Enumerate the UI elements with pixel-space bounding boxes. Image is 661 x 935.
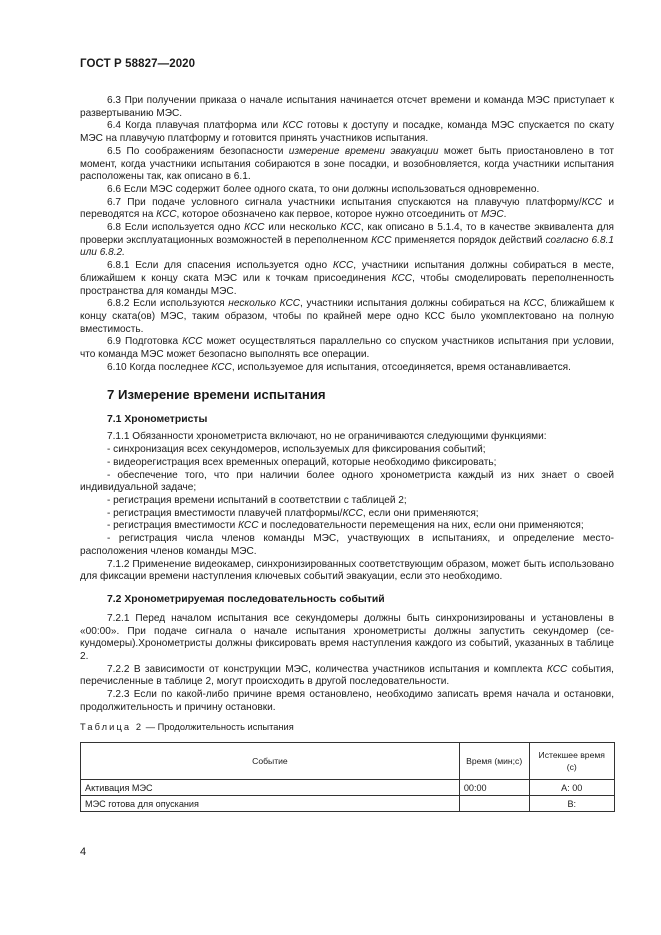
text-run: - видеорегистрация всех временных операций, которые необходимо фиксировать; — [107, 456, 497, 468]
italic-run: КСС — [332, 260, 354, 272]
page-number: 4 — [80, 846, 87, 858]
paragraph — [80, 298, 614, 336]
list-item — [80, 444, 614, 457]
text-run: 6.8.1 Если для спасения используется одно — [107, 260, 333, 272]
text-run: - регистрация времени испытаний в соответствии с таблицей 2; — [107, 494, 407, 506]
text-run: 6.6 Если МЭС содержит более одного ската, то они должны использоваться одновременно. — [107, 183, 540, 195]
table-row — [81, 780, 615, 796]
italic-run: КСС — [391, 272, 413, 284]
italic-run: КСС — [282, 120, 303, 132]
text-run: может осуществляться параллельно со спуском участников испытания при условии, что команда МЭС может безопасно выполнять все операции. — [80, 336, 615, 361]
italic-run: КСС — [581, 196, 603, 208]
italic-run: измерение времени эвакуации — [288, 145, 439, 157]
italic-run: МЭС — [131, 782, 153, 793]
subsection-7-2-title: 7.2 Хронометрируемая последовательность событий — [107, 593, 385, 605]
paragraph — [80, 120, 614, 145]
paragraph-7-2-3: 7.2.3 Если по какой-либо причине время остановлено, необходимо записать время начала и остановки, продолжительность и причину остановки. — [80, 689, 614, 713]
list-item — [80, 495, 614, 508]
text-run: . — [503, 209, 507, 221]
text-run: Активация — [85, 782, 132, 793]
page-content — [80, 95, 614, 812]
paragraph-7-2-1: 7.2.1 Перед началом испытания все секундомеры должны быть синхронизированы и установлены в «00:00». При подаче сигнала о начале испытания хронометристы должны запустить секундомер (секундомеры).Хронометристы должны фиксировать время наступления каждого из событий, указанных в таблице 2. — [80, 612, 614, 663]
table-body — [81, 780, 615, 812]
text-run: 6.10 Когда последнее — [107, 361, 212, 373]
paragraph — [80, 336, 614, 361]
text-run: и переводятся на — [80, 196, 614, 221]
list-item — [80, 520, 614, 533]
italic-run: согласно 6.8.1 или 6.8.2. — [80, 234, 614, 259]
text-run: , чтобы смоделировать переполненность пространства для команды МЭС. — [80, 272, 614, 297]
text-run: - регистрация вместимости — [107, 520, 239, 532]
text-run: 6.8 Если используется одно — [107, 222, 245, 234]
cell-elapsed: A: 00 — [529, 780, 615, 796]
header-event: Событие — [81, 743, 460, 780]
cell-elapsed: B: — [529, 796, 615, 812]
text-run: 7.2.2 В зависимости от конструкции МЭС, количества участников испытания и комплекта — [107, 663, 547, 675]
text-run: - регистрация вместимости плавучей платформы/ — [107, 507, 343, 519]
section-7-title: 7 Измерение времени испытания — [107, 387, 326, 403]
text-run: готова для опускания — [105, 798, 199, 809]
paragraph — [80, 197, 614, 222]
text-run: 6.9 Подготовка — [107, 336, 183, 348]
table-header-row — [81, 743, 615, 780]
table-row — [81, 796, 615, 812]
text-run: 6.4 Когда плавучая платформа или — [107, 120, 283, 132]
text-run: может быть приостановлено в тот момент, когда участники испытания собираются в зоне посадки, и возобновляется, когда участники испытания расположены так, как описано в 6.1. — [80, 145, 615, 183]
list-item — [80, 457, 614, 470]
list-item — [80, 508, 614, 521]
paragraph — [80, 362, 614, 375]
duties-list — [80, 444, 614, 558]
text-run: применяется порядок действий — [391, 234, 546, 246]
text-run: - синхронизация всех секундомеров, используемых для фиксирования событий; — [107, 444, 486, 456]
paragraph — [80, 222, 614, 260]
section-6-paragraphs — [80, 95, 614, 374]
italic-run: КСС — [340, 222, 361, 234]
header-elapsed: Истекшее время (с) — [529, 743, 615, 780]
paragraph — [80, 260, 614, 298]
text-run: 6.7 При подаче условного сигнала участники испытания спускаются на плавучую платформу/ — [107, 196, 582, 208]
text-run: , если они применяются; — [362, 507, 479, 519]
text-run: 6.3 При получении приказа о начале испытания начинается отсчет времени и команда МЭС приступает к развертыванию МЭС. — [80, 95, 614, 119]
italic-run: МЭС — [85, 798, 106, 809]
italic-run: КСС — [523, 298, 544, 310]
paragraph — [80, 146, 614, 184]
text-run: 6.8.2 Если используются — [107, 298, 229, 310]
italic-run: КСС — [244, 222, 265, 234]
italic-run: КСС — [238, 520, 259, 532]
table-caption-label: Таблица 2 — [80, 721, 144, 732]
italic-run: КСС — [371, 234, 392, 246]
text-run: , как описано в 5.1.4, то в качестве эквивалента для проверки эксплуатационных возможностей в переполненном — [80, 222, 614, 246]
text-run: - обеспечение того, что при наличии более одного хронометриста каждый из них знает о своей индивидуальной задаче; — [80, 469, 614, 494]
paragraph-7-1-2: 7.1.2 Применение видеокамер, синхронизированных соответствующим образом, может быть использовано для фиксации времени наступления ключевых событий эвакуации, если это необходимо. — [80, 558, 614, 583]
text-run: 6.5 По соображениям безопасности — [107, 145, 289, 157]
list-item — [80, 470, 614, 495]
document-header: ГОСТ Р 58827—2020 — [80, 58, 196, 70]
text-run: , которое обозначено как первое, которое нужно отсоединить от — [176, 209, 481, 221]
paragraph — [80, 184, 614, 197]
text-run: готовы к доступу и посадке, команда МЭС спускается по скату МЭС на плавучую платформу и готовится принять участников испытания. — [80, 120, 614, 145]
subsection-7-1-title: 7.1 Хронометристы — [107, 414, 208, 426]
italic-run: КСС — [156, 209, 177, 221]
paragraph-7-2-2 — [80, 664, 614, 689]
paragraph — [80, 95, 614, 120]
cell-event — [81, 796, 460, 812]
text-run: , участники испытания должны собираться в месте, ближайшем к концу ската МЭС или к точкам присоединения — [80, 260, 615, 284]
italic-run: КСС — [182, 336, 203, 348]
italic-run: несколько КСС — [228, 298, 301, 310]
paragraph-7-1-1: 7.1.1 Обязанности хронометриста включают, но не ограничиваются следующими функциями: — [107, 431, 547, 443]
duration-table — [80, 742, 615, 812]
italic-run: КСС — [546, 663, 568, 675]
italic-run: КСС — [342, 507, 363, 519]
italic-run: КСС — [211, 361, 232, 373]
cell-time: 00:00 — [459, 780, 529, 796]
text-run: , участники испытания должны собираться на — [300, 298, 524, 310]
italic-run: МЭС — [480, 209, 504, 221]
table-caption — [80, 721, 614, 734]
table-caption-text: — Продолжительность испытания — [143, 721, 294, 732]
text-run: , ближайшем к концу ската(ов) МЭС, таким образом, чтобы по крайней мере одно КСС было укомплектовано на полную вместимость. — [80, 298, 615, 335]
text-run: события, перечисленные в таблице 2, могут происходить в другой последовательности. — [80, 663, 614, 688]
text-run: - регистрация числа членов команды МЭС, участвующих в испытаниях, и определение месторасположения членов команды МЭС. — [80, 533, 614, 557]
header-time: Время (мин;с) — [459, 743, 529, 780]
text-run: или несколько — [264, 222, 341, 234]
cell-event — [81, 780, 460, 796]
text-run: , используемое для испытания, отсоединяется, время останавливается. — [231, 361, 571, 373]
cell-time — [459, 796, 529, 812]
list-item — [80, 533, 614, 558]
text-run: и последовательности перемещения на них, если они применяются; — [258, 520, 584, 532]
